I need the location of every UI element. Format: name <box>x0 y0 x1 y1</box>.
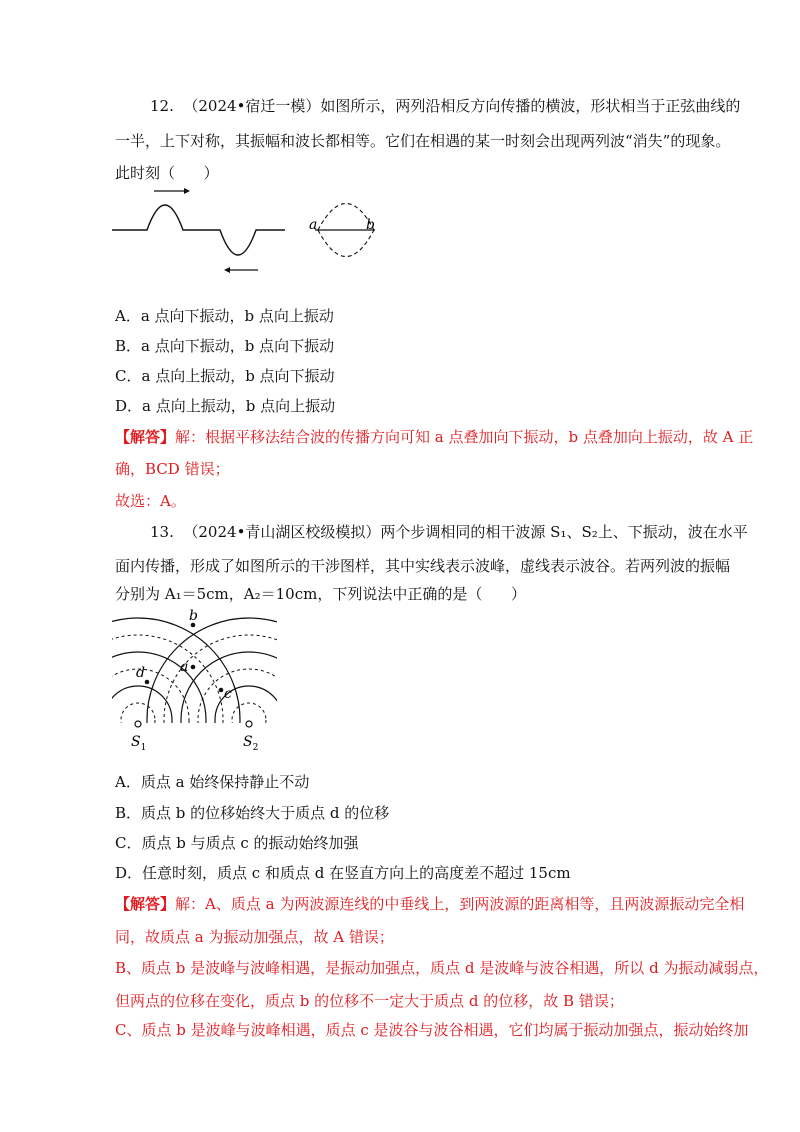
label-c: c <box>224 686 232 702</box>
answer-text: 解：根据平移法结合波的传播方向可知 a 点叠加向下振动，b 点叠加向上振动，故 A 正 <box>175 428 754 446</box>
q12-option-d: D．a 点向上振动，b 点向上振动 <box>115 397 336 415</box>
q13-answer-line2: 同，故质点 a 为振动加强点，故 A 错误； <box>115 928 394 946</box>
q13-option-b: B．质点 b 的位移始终大于质点 d 的位移 <box>115 804 390 822</box>
answer-tag: 【解答】 <box>115 428 176 446</box>
q13-stem-line2: 面内传播，形成了如图所示的干涉图样，其中实线表示波峰，虚线表示波谷。若两列波的振幅 <box>115 557 731 575</box>
s2-crest-2 <box>181 652 317 788</box>
s1-trough-2 <box>87 669 189 771</box>
q13-answer-line1 <box>115 894 744 914</box>
q12-option-b: B．a 点向下振动，b 点向下振动 <box>115 337 335 355</box>
s2-trough-2 <box>198 669 300 771</box>
answer-text: 解：A、质点 a 为两波源连线的中垂线上，到两波源的距离相等，且两波源振动完全相 <box>175 895 745 913</box>
q12-stem-line3: 此时刻（ ） <box>115 164 219 182</box>
answer-tag: 【解答】 <box>115 895 176 913</box>
q12-answer-line1 <box>115 427 753 447</box>
q12-option-a: A．a 点向下振动，b 点向上振动 <box>115 307 334 325</box>
label-a: a <box>180 659 189 675</box>
fig-label-a: a <box>309 217 318 233</box>
source-s1 <box>135 721 141 727</box>
q12-stem-line1: 12. （2024•宿迁一模）如图所示，两列沿相反方向传播的横波，形状相当于正弦曲线的 <box>150 97 741 115</box>
label-s1: $S_1$ <box>131 734 147 753</box>
q13-answer-line4: 但两点的位移在变化，质点 b 的位移不一定大于质点 d 的位移，故 B 错误； <box>115 992 624 1010</box>
fig-label-b: b <box>366 217 375 233</box>
label-d: d <box>136 665 145 681</box>
label-b: b <box>189 608 198 624</box>
q13-stem-line3: 分别为 A₁＝5cm，A₂＝10cm，下列说法中正确的是（ ） <box>115 585 526 603</box>
q13-interference-figure <box>112 608 282 758</box>
q13-option-d: D．任意时刻，质点 c 和质点 d 在竖直方向上的高度差不超过 15cm <box>115 864 571 882</box>
wave-curve <box>112 205 285 255</box>
s1-trough-1 <box>121 703 155 737</box>
q13-option-a: A．质点 a 始终保持静止不动 <box>115 773 310 791</box>
right-arrowhead <box>184 188 190 194</box>
label-s2: $S_2$ <box>243 734 259 753</box>
point-a <box>191 665 196 670</box>
q12-option-c: C．a 点向上振动，b 点向下振动 <box>115 367 335 385</box>
left-arrowhead <box>224 267 230 273</box>
dashed-lower <box>318 230 374 257</box>
point-c <box>219 688 224 693</box>
q13-answer-line5: C、质点 b 是波峰与波峰相遇，质点 c 是波谷与波谷相遇，它们均属于振动加强点，振动始终加 <box>115 1021 749 1039</box>
q13-stem-line1: 13. （2024•青山湖区校级模拟）两个步调相同的相干波源 S₁、S₂上、下振动，波在水平 <box>150 523 748 541</box>
q13-option-c: C．质点 b 与质点 c 的振动始终加强 <box>115 834 359 852</box>
q12-answer-choice: 故选：A。 <box>115 492 186 510</box>
q12-answer-line2: 确，BCD 错误； <box>115 460 230 478</box>
q13-answer-line3: B、质点 b 是波峰与波峰相遇，是振动加强点，质点 d 是波峰与波谷相遇，所以 d 为振动减弱点， <box>115 959 769 977</box>
q12-wave-figure <box>112 185 382 280</box>
point-d <box>145 680 150 685</box>
q12-stem-line2: 一半，上下对称，其振幅和波长都相等。它们在相遇的某一时刻会出现两列波“消失”的现象。 <box>115 132 731 150</box>
s2-trough-1 <box>232 703 266 737</box>
source-s2 <box>246 721 252 727</box>
